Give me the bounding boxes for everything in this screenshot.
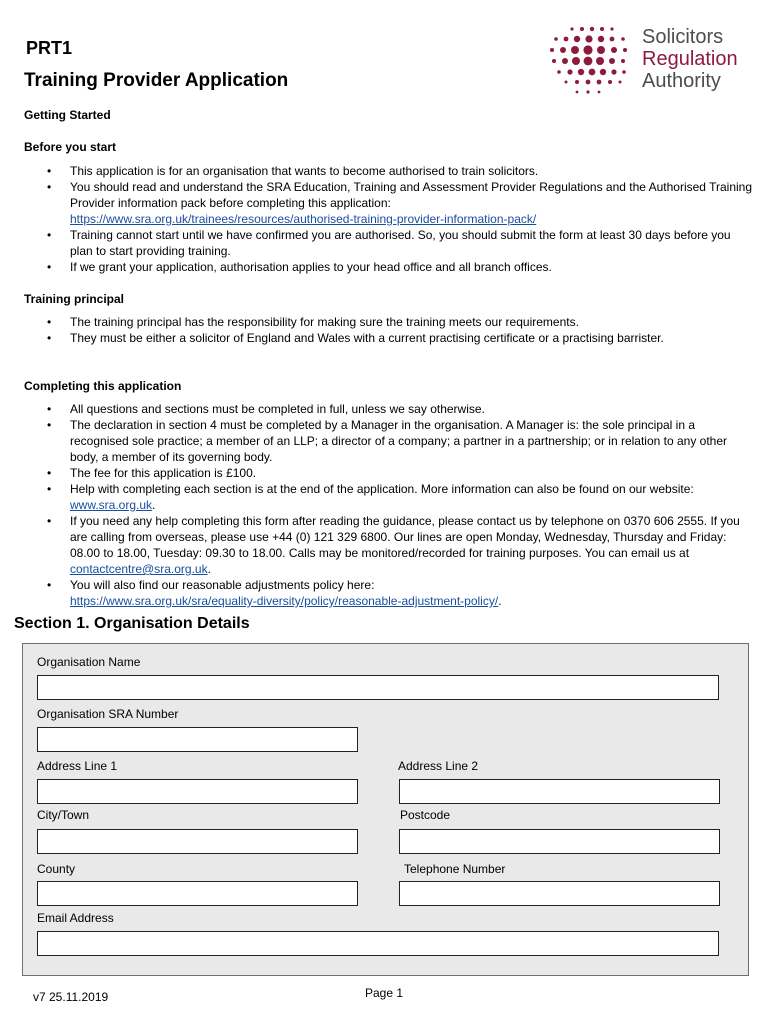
form-code: PRT1 <box>26 38 73 58</box>
logo-dot <box>586 80 591 85</box>
address-line-2-label: Address Line 2 <box>398 759 479 773</box>
contact-email-link[interactable]: contactcentre@sra.org.uk <box>70 562 208 576</box>
logo-dot <box>564 37 569 42</box>
logo-dot <box>610 37 615 42</box>
logo-dot <box>565 81 568 84</box>
logo-dots-icon <box>546 22 636 102</box>
list-item: • All questions and sections must be completed in full, unless we say otherwise. <box>47 401 752 417</box>
logo-dot <box>610 27 613 30</box>
city-label: City/Town <box>37 808 90 822</box>
section-1-title: Section 1. Organisation Details <box>14 615 250 632</box>
list-item: • If we grant your application, authorisation applies to your head office and all branch offices. <box>47 259 752 275</box>
page-number: Page 1 <box>365 986 404 1000</box>
page-title: Training Provider Application <box>24 70 289 91</box>
logo-dot <box>562 58 568 64</box>
logo-dot <box>597 80 602 85</box>
logo-dot <box>621 37 625 41</box>
email-input[interactable] <box>37 931 719 956</box>
logo-dot <box>589 69 596 76</box>
organisation-details-form <box>22 643 749 976</box>
logo-dot <box>609 58 615 64</box>
sra-logo <box>546 22 756 102</box>
completing-list <box>47 401 752 609</box>
logo-dot <box>622 70 626 74</box>
logo-dot <box>621 59 625 63</box>
logo-dot <box>611 69 616 74</box>
logo-dot <box>567 69 572 74</box>
logo-line-1: Solicitors <box>642 26 724 48</box>
list-item: • They must be either a solicitor of England and Wales with a current practising certificate or a practising barrister. <box>47 330 752 346</box>
logo-dot <box>597 46 605 54</box>
list-item: • You should read and understand the SRA Education, Training and Assessment Provider Regulations and the Authorised Training Provider information pack before completing this application: https://www.sra.org.uk/trainees/resources/authorised-training-provider-information-pack/ <box>47 179 752 227</box>
list-item: • You will also find our reasonable adjustments policy here: https://www.sra.org.uk/sra/equality-diversity/policy/reasonable-adjustment-policy/. <box>47 577 752 609</box>
logo-dot <box>611 47 617 53</box>
address-line-1-input[interactable] <box>37 779 358 804</box>
website-link[interactable]: www.sra.org.uk <box>70 498 153 512</box>
telephone-input[interactable] <box>399 881 720 906</box>
version-label: v7 25.11.2019 <box>33 990 109 1004</box>
list-item: • The declaration in section 4 must be completed by a Manager in the organisation. A Manager is: the sole principal in a recognised sole practice; a member of an LLP; a director of a company; a partner in a partnership; or in relation to any other body, a member of its governing body. <box>47 417 752 465</box>
before-you-start-heading: Before you start <box>24 140 117 154</box>
logo-dot <box>623 48 627 52</box>
list-item: • If you need any help completing this form after reading the guidance, please contact us by telephone on 0370 606 2555. If you are calling from overseas, please use +44 (0) 121 329 6800. Our lines are open Monday, Wednesday, Thursday and Friday: 08.00 to 18.00, Tuesday: 09.30 to 18.00. Calls may be monitored/recorded for training purposes. You can email us at contactcentre@sra.org.uk. <box>47 513 752 577</box>
training-principal-heading: Training principal <box>24 292 125 306</box>
logo-dot <box>570 27 573 30</box>
org-name-input[interactable] <box>37 675 719 700</box>
org-name-label: Organisation Name <box>37 655 141 669</box>
info-pack-link[interactable]: https://www.sra.org.uk/trainees/resources/authorised-training-provider-information-pack/ <box>70 212 537 226</box>
telephone-label: Telephone Number <box>404 862 506 876</box>
city-input[interactable] <box>37 829 358 854</box>
logo-dot <box>552 59 556 63</box>
logo-dot <box>574 36 580 42</box>
logo-dot <box>550 48 554 52</box>
postcode-label: Postcode <box>400 808 451 822</box>
getting-started-heading: Getting Started <box>24 108 111 122</box>
logo-dot <box>583 45 592 54</box>
logo-dot <box>571 46 579 54</box>
address-line-1-label: Address Line 1 <box>37 759 118 773</box>
logo-dot <box>560 47 566 53</box>
list-item: • This application is for an organisation that wants to become authorised to train solicitors. <box>47 163 752 179</box>
list-item: • The fee for this application is £100. <box>47 465 752 481</box>
logo-dot <box>590 27 594 31</box>
sra-number-label: Organisation SRA Number <box>37 707 179 721</box>
list-item: • Help with completing each section is at the end of the application. More information can also be found on our website: www.sra.org.uk. <box>47 481 752 513</box>
logo-dot <box>578 69 584 75</box>
logo-dot <box>600 69 606 75</box>
logo-dot <box>580 27 584 31</box>
sra-number-input[interactable] <box>37 727 358 752</box>
list-item: • The training principal has the responsibility for making sure the training meets our requirements. <box>47 314 752 330</box>
logo-dot <box>575 80 579 84</box>
logo-dot <box>598 36 604 42</box>
adjustment-policy-link[interactable]: https://www.sra.org.uk/sra/equality-diversity/policy/reasonable-adjustment-policy/ <box>70 594 499 608</box>
email-label: Email Address <box>37 911 114 925</box>
county-label: County <box>37 862 76 876</box>
logo-line-2: Regulation <box>642 48 738 70</box>
logo-dot <box>572 57 580 65</box>
training-principal-list <box>47 314 752 346</box>
logo-dot <box>600 27 604 31</box>
logo-dot <box>554 37 558 41</box>
list-item: • Training cannot start until we have confirmed you are authorised. So, you should submit the form at least 30 days before you plan to start providing training. <box>47 227 752 259</box>
county-input[interactable] <box>37 881 358 906</box>
logo-dot <box>608 80 612 84</box>
postcode-input[interactable] <box>399 829 720 854</box>
logo-dot <box>584 57 593 66</box>
logo-dot <box>619 81 622 84</box>
logo-dot <box>596 57 604 65</box>
address-line-2-input[interactable] <box>399 779 720 804</box>
logo-dot <box>598 91 601 94</box>
before-you-start-list <box>47 163 752 275</box>
logo-dot <box>586 90 589 93</box>
completing-heading: Completing this application <box>24 379 182 393</box>
logo-line-3: Authority <box>642 70 721 92</box>
logo-dot <box>576 91 579 94</box>
logo-dot <box>585 35 592 42</box>
logo-dot <box>557 70 561 74</box>
